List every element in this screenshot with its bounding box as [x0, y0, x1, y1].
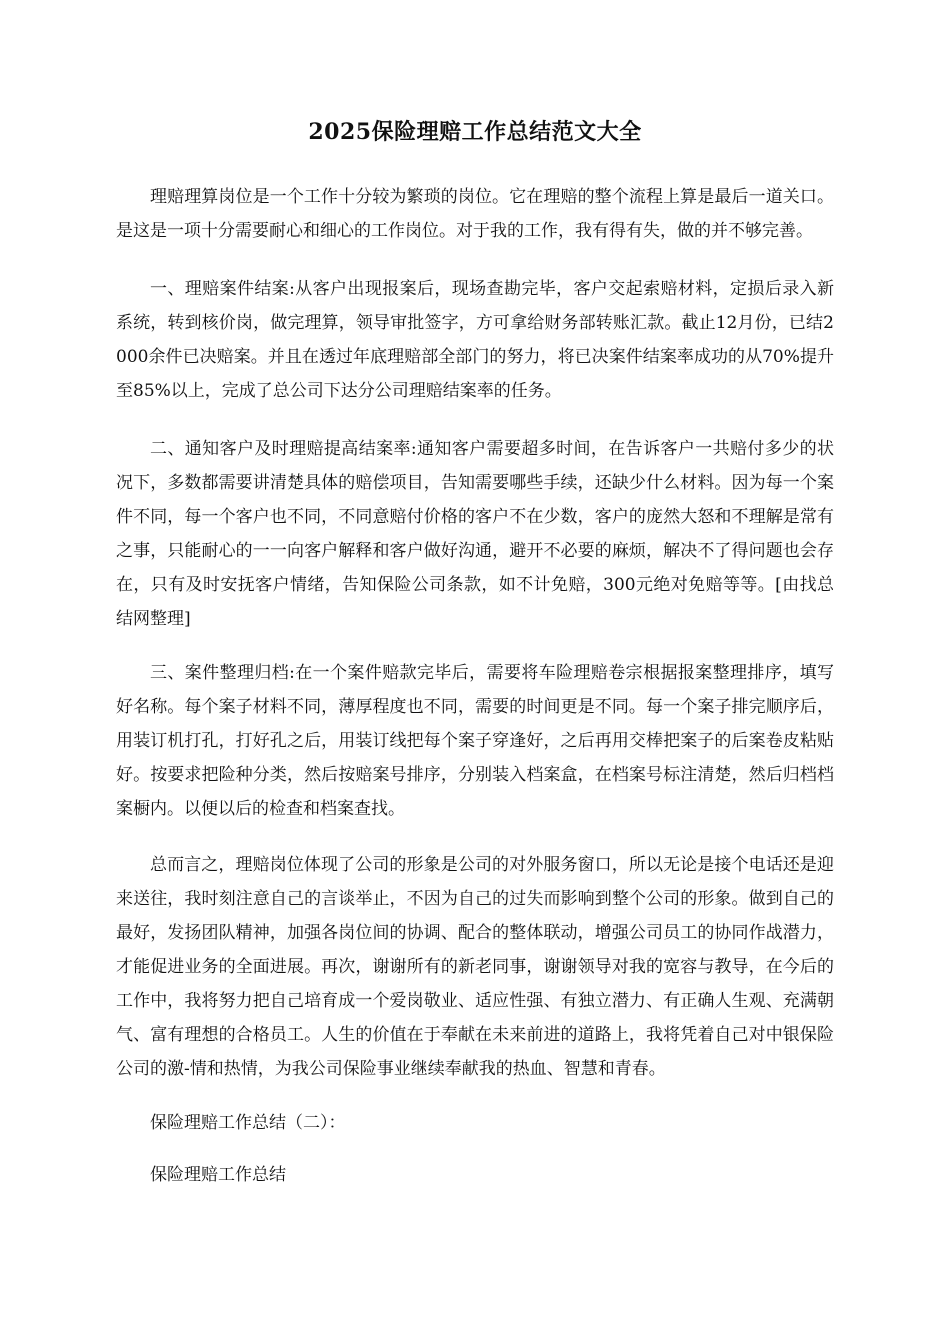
paragraph-section-2: 二、通知客户及时理赔提高结案率:通知客户需要超多时间，在告诉客户一共赔付多少的状况下，多数都需要讲清楚具体的赔偿项目，告知需要哪些手续，还缺少什么材料。因为每一个案件不同，每一个客户也不同，不同意赔付价格的客户不在少数，客户的庞然大怒和不理解是常有之事，只能耐心的一一向客户解释和客户做好沟通，避开不必要的麻烦，解决不了得问题也会存在，只有及时安抚客户情绪，告知保险公司条款，如不计免赔，300元绝对免赔等等。[由找总结网整理] [116, 439, 834, 629]
paragraph-subtitle-2: 保险理赔工作总结（二）： [150, 1113, 346, 1133]
paragraph-subtitle-heading: 保险理赔工作总结 [150, 1165, 286, 1185]
paragraph-conclusion: 总而言之，理赔岗位体现了公司的形象是公司的对外服务窗口，所以无论是接个电话还是迎来送往，我时刻注意自己的言谈举止，不因为自己的过失而影响到整个公司的形象。做到自己的最好，发扬团队精神，加强各岗位间的协调、配合的整体联动，增强公司员工的协同作战潜力，才能促进业务的全面进展。再次，谢谢所有的新老同事，谢谢领导对我的宽容与教导，在今后的工作中，我将努力把自己培育成一个爱岗敬业、适应性强、有独立潜力、有正确人生观、充满朝气、富有理想的合格员工。人生的价值在于奉献在未来前进的道路上，我将凭着自己对中银保险公司的激-情和热情，为我公司保险事业继续奉献我的热血、智慧和青春。 [116, 855, 834, 1079]
document-title: 2025保险理赔工作总结范文大全 [308, 119, 642, 145]
document-body [116, 180, 834, 1212]
paragraph-section-3: 三、案件整理归档:在一个案件赔款完毕后，需要将车险理赔卷宗根据报案整理排序，填写好名称。每个案子材料不同，薄厚程度也不同，需要的时间更是不同。每一个案子排完顺序后，用装订机打孔，打好孔之后，用装订线把每个案子穿逢好，之后再用交棒把案子的后案卷皮粘贴好。按要求把险种分类，然后按赔案号排序，分别装入档案盒，在档案号标注清楚，然后归档档案橱内。以便以后的检查和档案查找。 [116, 663, 834, 819]
paragraph-section-1: 一、理赔案件结案:从客户出现报案后，现场查勘完毕，客户交起索赔材料，定损后录入新系统，转到核价岗，做完理算，领导审批签字，方可拿给财务部转账汇款。截止12月份，已结2000余件已决赔案。并且在透过年底理赔部全部门的努力，将已决案件结案率成功的从70%提升至85%以上，完成了总公司下达分公司理赔结案率的任务。 [116, 279, 834, 401]
paragraph-intro: 理赔理算岗位是一个工作十分较为繁琐的岗位。它在理赔的整个流程上算是最后一道关口。是这是一项十分需要耐心和细心的工作岗位。对于我的工作，我有得有失，做的并不够完善。 [116, 187, 834, 241]
